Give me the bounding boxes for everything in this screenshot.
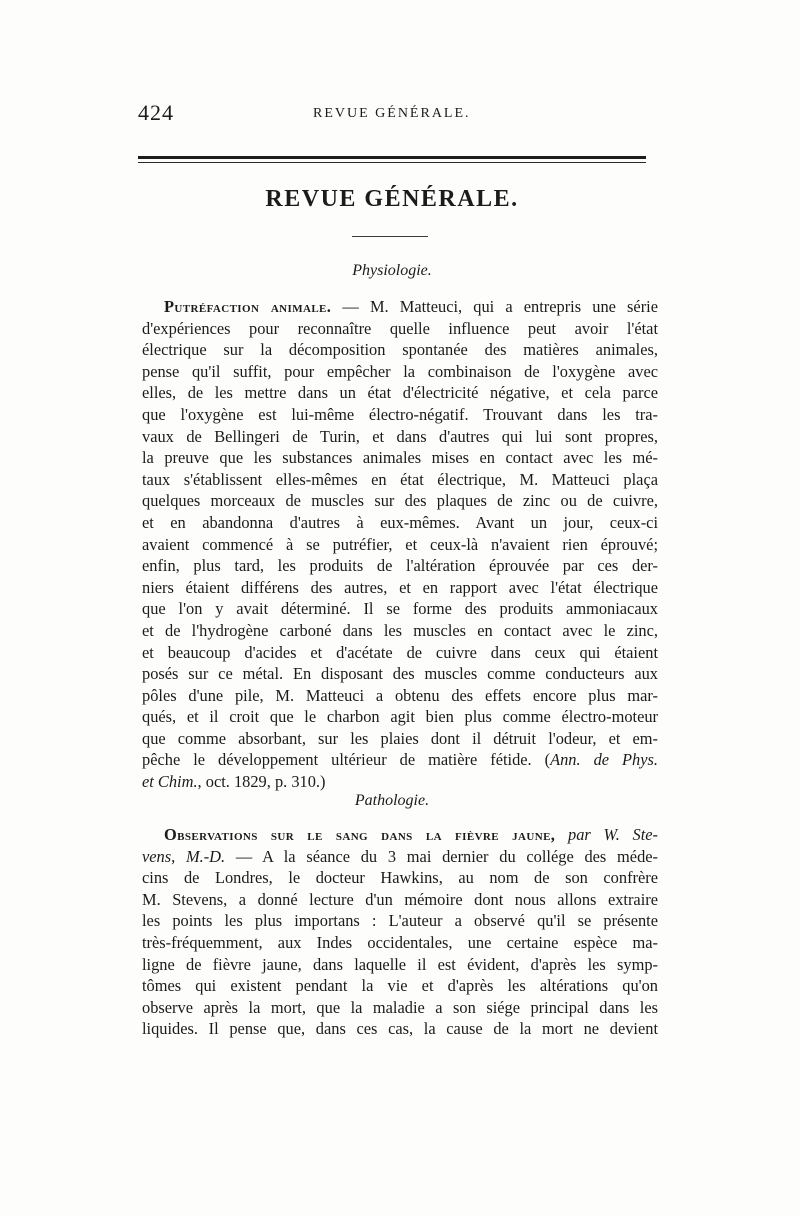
text-line: d'expériences pour reconnaître quelle influence peut avoir l'état xyxy=(142,318,658,338)
running-header xyxy=(138,100,648,126)
text-line: et beaucoup d'acides et d'acétate de cuivre dans ceux qui étaient xyxy=(142,642,658,662)
subhead-physiology: Physiologie. xyxy=(352,262,432,279)
text-line: posés sur ce métal. En disposant des muscles comme conducteurs aux xyxy=(142,664,658,684)
text-line xyxy=(142,296,658,318)
text-line: qués, et il croit que le charbon agit bien plus comme électro-moteur xyxy=(142,707,658,727)
text-line: avaient commencé à se putréfier, et ceux-là n'avaient rien éprouvé; xyxy=(142,534,658,554)
text-line: électrique sur la décomposition spontanée des matières animales, xyxy=(142,340,658,360)
text-line: liquides. Il pense que, dans ces cas, la cause de la mort ne devient xyxy=(142,1019,658,1039)
text-line: pense qu'il suffit, pour empêcher la combinaison de l'oxygène avec xyxy=(142,361,658,381)
text-line: taux s'établissent elles-mêmes en état électrique, M. Matteuci plaça xyxy=(142,469,658,489)
title-divider xyxy=(352,236,428,237)
text-line: les points les plus importans : L'auteur a observé qu'il se présente xyxy=(142,911,658,931)
article-lead: Observations sur le sang dans la fièvre jaune, xyxy=(164,825,556,844)
line-text: — M. Matteuci, qui a entrepris une série xyxy=(331,297,658,316)
text-line: que comme absorbant, sur les plaies dont il détruit l'odeur, et em- xyxy=(142,728,658,748)
text-line: et de l'hydrogène carboné dans les muscles en contact avec le zinc, xyxy=(142,620,658,640)
subhead-pathology: Pathologie. xyxy=(354,792,430,809)
header-rule-thick xyxy=(138,156,646,159)
text-line: M. Stevens, a donné lecture d'un mémoire dont nous allons extraire xyxy=(142,889,658,909)
line-text: pêche le développement ultérieur de matière fétide. xyxy=(142,750,532,770)
text-line: niers étaient différens des autres, et en rapport avec l'état électrique xyxy=(142,577,658,597)
page-number: 424 xyxy=(138,100,174,125)
text-line xyxy=(142,824,658,846)
text-line: cins de Londres, le docteur Hawkins, au nom de son confrère xyxy=(142,868,658,888)
byline-par: par xyxy=(555,825,604,844)
text-line: quelques morceaux de muscles sur des plaques de zinc ou de cuivre, xyxy=(142,491,658,511)
running-title: REVUE GÉNÉRALE. xyxy=(313,106,471,121)
text-line: pôles d'une pile, M. Matteuci a obtenu des effets encore plus mar- xyxy=(142,685,658,705)
text-line: observe après la mort, que la maladie a son siége principal dans les xyxy=(142,997,658,1017)
article-lead: Putréfaction animale. xyxy=(164,297,332,316)
text-line xyxy=(142,771,658,793)
citation-journal: Ann. de Phys. xyxy=(550,750,658,770)
text-line: que l'oxygène est lui-même électro-négatif. Trouvant dans les tra- xyxy=(142,404,658,424)
section-title: REVUE GÉNÉRALE. xyxy=(265,186,519,212)
text-line xyxy=(142,846,658,868)
header-rule-thin xyxy=(138,162,646,163)
citation-rest: , oct. 1829, p. 310.) xyxy=(197,772,326,792)
citation-open: ( xyxy=(531,750,551,770)
text-line: tômes qui existent pendant la vie et d'après les altérations qu'on xyxy=(142,976,658,996)
byline-author: W. Ste- xyxy=(603,825,659,844)
text-line: et en abandonna d'autres à eux-mêmes. Avant un jour, ceux-ci xyxy=(142,512,658,532)
text-line: vaux de Bellingeri de Turin, et dans d'autres qui lui sont propres, xyxy=(142,426,658,446)
text-line: elles, de les mettre dans un état d'électricité négative, et cela parce xyxy=(142,383,658,403)
text-line: enfin, plus tard, les produits de l'altération éprouvée par ces der- xyxy=(142,556,658,576)
byline-author-cont: vens, M.-D. xyxy=(142,846,226,866)
citation-journal-cont: et Chim. xyxy=(142,772,198,792)
text-line xyxy=(142,749,658,771)
text-line: que l'on y avait déterminé. Il se forme des produits ammoniacaux xyxy=(142,599,658,619)
paragraph-physiology xyxy=(142,296,658,793)
text-line: ligne de fièvre jaune, dans laquelle il est évident, d'après les symp- xyxy=(142,954,658,974)
text-line: la preuve que les substances animales mises en contact avec les mé- xyxy=(142,448,658,468)
line-text: — A la séance du 3 mai dernier du collége des méde- xyxy=(225,846,658,866)
paragraph-pathology xyxy=(142,824,658,1040)
text-line: très-fréquemment, aux Indes occidentales, une certaine espèce ma- xyxy=(142,932,658,952)
